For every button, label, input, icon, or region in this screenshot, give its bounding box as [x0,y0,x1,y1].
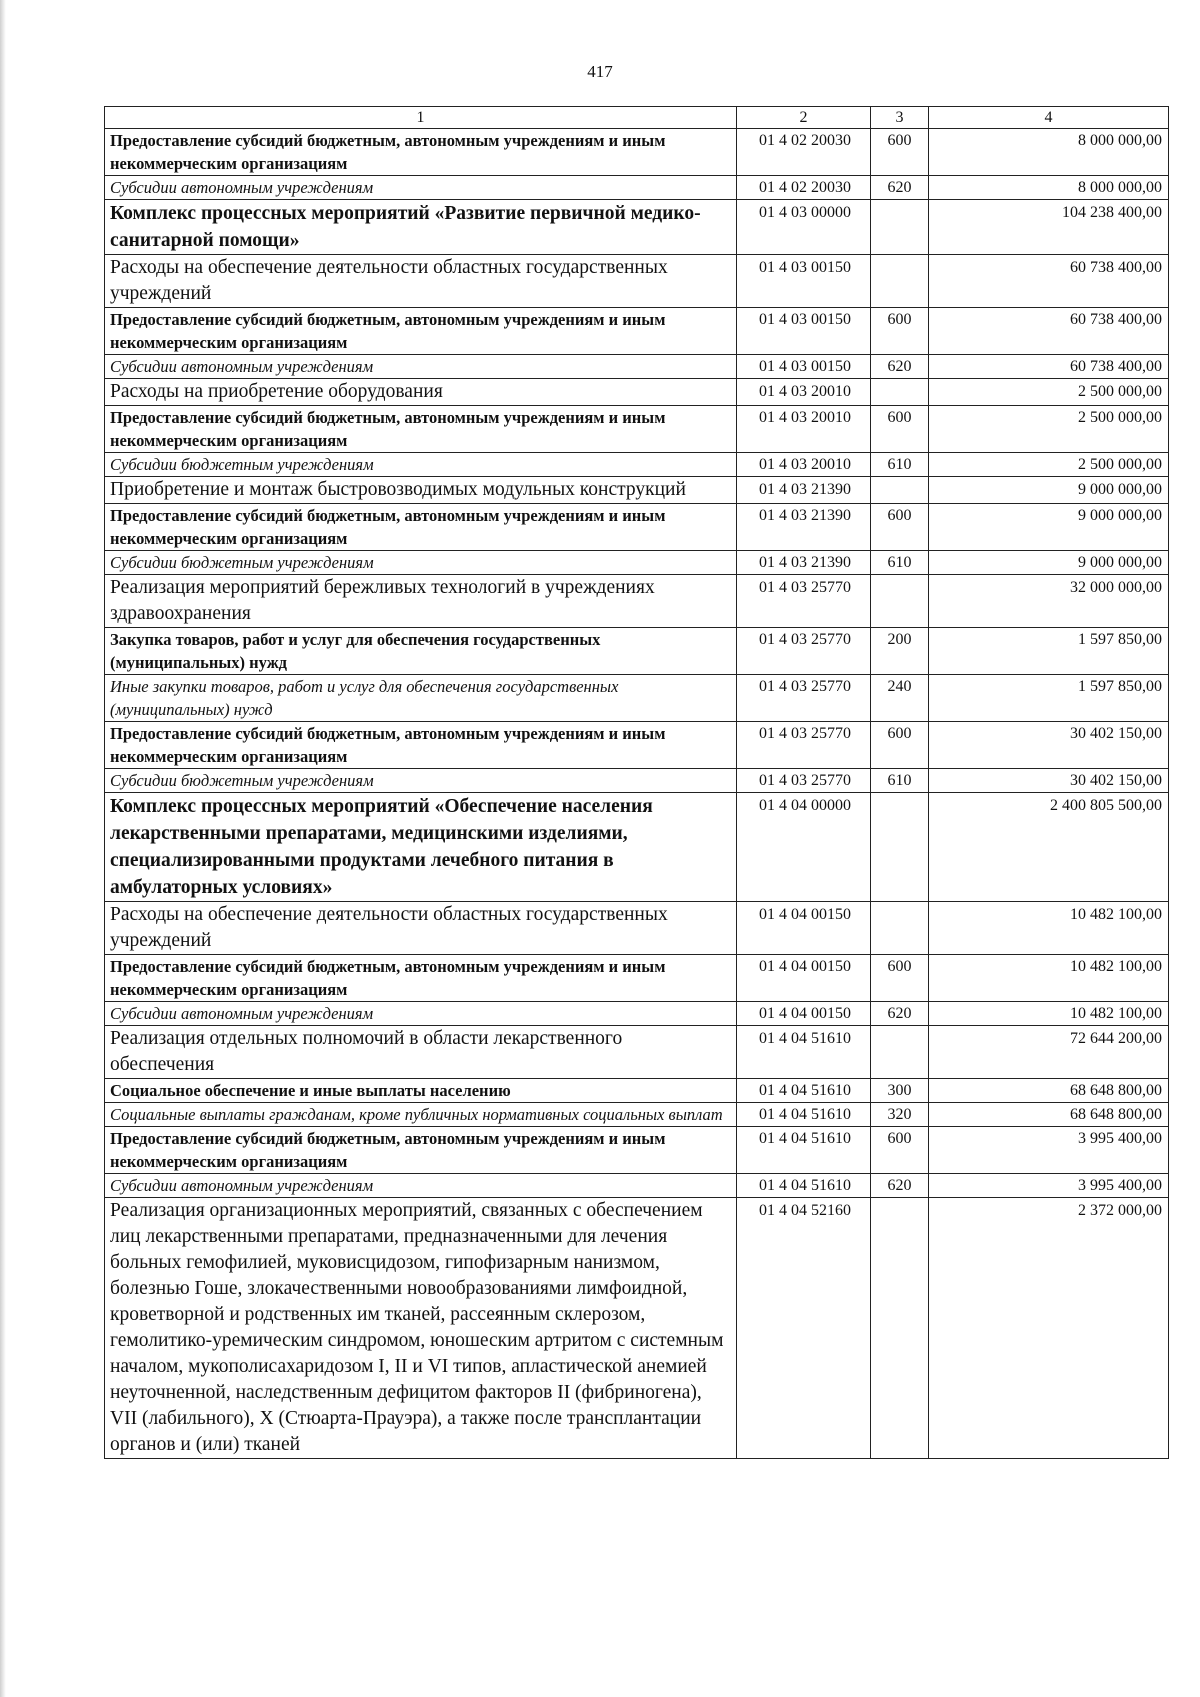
row-code-cell: 01 4 03 20010 [737,453,871,477]
table-row [105,1026,1169,1079]
row-name-cell: Расходы на обеспечение деятельности областных государственных учреждений [105,255,737,308]
row-code-cell: 01 4 03 21390 [737,551,871,575]
row-kind-cell [871,477,929,504]
row-sum-cell: 72 644 200,00 [929,1026,1169,1079]
row-name-cell: Закупка товаров, работ и услуг для обеспечения государственных (муниципальных) нужд [105,628,737,675]
table-body [105,107,1169,1459]
row-code-cell: 01 4 02 20030 [737,129,871,176]
table-header-row [105,107,1169,129]
row-name-cell: Субсидии бюджетным учреждениям [105,453,737,477]
row-code-cell: 01 4 03 25770 [737,722,871,769]
row-sum-cell: 2 500 000,00 [929,453,1169,477]
row-name-cell: Комплекс процессных мероприятий «Обеспечение населения лекарственными препаратами, медицинскими изделиями, специализированными продуктами лечебного питания в амбулаторных условиях» [105,793,737,902]
row-code-cell: 01 4 03 20010 [737,379,871,406]
row-kind-cell: 240 [871,675,929,722]
row-kind-cell: 610 [871,453,929,477]
row-kind-cell: 320 [871,1103,929,1127]
row-kind-cell [871,793,929,902]
row-code-cell: 01 4 04 51610 [737,1079,871,1103]
row-name-cell: Комплекс процессных мероприятий «Развитие первичной медико-санитарной помощи» [105,200,737,255]
row-code-cell: 01 4 03 00150 [737,355,871,379]
row-sum-cell: 9 000 000,00 [929,551,1169,575]
row-name-cell: Предоставление субсидий бюджетным, автономным учреждениям и иным некоммерческим организациям [105,129,737,176]
row-name-cell: Субсидии бюджетным учреждениям [105,769,737,793]
table-row [105,628,1169,675]
row-name-cell: Расходы на обеспечение деятельности областных государственных учреждений [105,902,737,955]
row-code-cell: 01 4 03 00150 [737,255,871,308]
column-header-1: 1 [105,107,737,129]
row-kind-cell: 620 [871,1002,929,1026]
row-name-cell: Реализация организационных мероприятий, связанных с обеспечением лиц лекарственными препаратами, предназначенными для лечения больных гемофилией, муковисцидозом, гипофизарным нанизмом, болезнью Гоше, злокачественными новообразованиями лимфоидной, кроветворной и родственных им тканей, рассеянным склерозом, гемолитико-уремическим синдромом, юношеским артритом с системным началом, мукополисахаридозом I, II и VI типов, апластической анемией неуточненной, наследственным дефицитом факторов II (фибриногена), VII (лабильного), X (Стюарта-Прауэра), а также после трансплантации органов и (или) тканей [105,1198,737,1459]
row-sum-cell: 8 000 000,00 [929,176,1169,200]
row-sum-cell: 2 500 000,00 [929,406,1169,453]
row-name-cell: Субсидии автономным учреждениям [105,176,737,200]
row-code-cell: 01 4 03 00150 [737,308,871,355]
row-code-cell: 01 4 04 51610 [737,1026,871,1079]
table-row [105,1127,1169,1174]
row-kind-cell: 600 [871,308,929,355]
row-name-cell: Реализация отдельных полномочий в области лекарственного обеспечения [105,1026,737,1079]
column-header-4: 4 [929,107,1169,129]
row-kind-cell [871,575,929,628]
row-sum-cell: 104 238 400,00 [929,200,1169,255]
row-name-cell: Социальное обеспечение и иные выплаты населению [105,1079,737,1103]
table-row [105,308,1169,355]
row-name-cell: Предоставление субсидий бюджетным, автономным учреждениям и иным некоммерческим организациям [105,308,737,355]
row-code-cell: 01 4 04 00150 [737,902,871,955]
table-row [105,1103,1169,1127]
row-code-cell: 01 4 03 25770 [737,628,871,675]
table-row [105,675,1169,722]
row-kind-cell: 610 [871,769,929,793]
row-kind-cell: 610 [871,551,929,575]
row-sum-cell: 9 000 000,00 [929,504,1169,551]
row-code-cell: 01 4 04 52160 [737,1198,871,1459]
table-row [105,769,1169,793]
row-kind-cell: 600 [871,955,929,1002]
table-row [105,551,1169,575]
row-sum-cell: 60 738 400,00 [929,355,1169,379]
row-name-cell: Предоставление субсидий бюджетным, автономным учреждениям и иным некоммерческим организациям [105,1127,737,1174]
row-code-cell: 01 4 04 51610 [737,1103,871,1127]
row-sum-cell: 10 482 100,00 [929,955,1169,1002]
table-row [105,129,1169,176]
row-code-cell: 01 4 03 25770 [737,675,871,722]
row-sum-cell: 9 000 000,00 [929,477,1169,504]
table-row [105,379,1169,406]
row-sum-cell: 30 402 150,00 [929,769,1169,793]
row-sum-cell: 68 648 800,00 [929,1103,1169,1127]
row-sum-cell: 1 597 850,00 [929,675,1169,722]
column-header-2: 2 [737,107,871,129]
row-kind-cell [871,379,929,406]
table-row [105,406,1169,453]
row-name-cell: Расходы на приобретение оборудования [105,379,737,406]
row-sum-cell: 30 402 150,00 [929,722,1169,769]
row-code-cell: 01 4 03 21390 [737,477,871,504]
row-code-cell: 01 4 02 20030 [737,176,871,200]
row-kind-cell: 600 [871,722,929,769]
row-sum-cell: 2 400 805 500,00 [929,793,1169,902]
column-header-3: 3 [871,107,929,129]
row-kind-cell [871,902,929,955]
row-sum-cell: 10 482 100,00 [929,902,1169,955]
scan-edge [0,0,6,1697]
row-name-cell: Социальные выплаты гражданам, кроме публичных нормативных социальных выплат [105,1103,737,1127]
row-code-cell: 01 4 03 25770 [737,769,871,793]
row-kind-cell: 600 [871,406,929,453]
row-sum-cell: 8 000 000,00 [929,129,1169,176]
row-code-cell: 01 4 04 00150 [737,1002,871,1026]
row-sum-cell: 32 000 000,00 [929,575,1169,628]
row-kind-cell [871,200,929,255]
table-row [105,1002,1169,1026]
table-row [105,504,1169,551]
table-row [105,477,1169,504]
row-code-cell: 01 4 04 51610 [737,1127,871,1174]
row-name-cell: Субсидии автономным учреждениям [105,1174,737,1198]
table-row [105,722,1169,769]
row-sum-cell: 3 995 400,00 [929,1174,1169,1198]
row-code-cell: 01 4 03 20010 [737,406,871,453]
row-code-cell: 01 4 03 25770 [737,575,871,628]
row-kind-cell: 620 [871,355,929,379]
table-row [105,453,1169,477]
row-kind-cell: 600 [871,1127,929,1174]
row-sum-cell: 2 500 000,00 [929,379,1169,406]
row-name-cell: Предоставление субсидий бюджетным, автономным учреждениям и иным некоммерческим организациям [105,955,737,1002]
row-name-cell: Реализация мероприятий бережливых технологий в учреждениях здравоохранения [105,575,737,628]
row-kind-cell: 300 [871,1079,929,1103]
page-number: 417 [587,62,613,81]
table-row [105,1079,1169,1103]
table-row [105,902,1169,955]
row-sum-cell: 10 482 100,00 [929,1002,1169,1026]
budget-table [104,106,1169,1459]
row-sum-cell: 1 597 850,00 [929,628,1169,675]
table-row [105,200,1169,255]
row-code-cell: 01 4 04 51610 [737,1174,871,1198]
row-name-cell: Предоставление субсидий бюджетным, автономным учреждениям и иным некоммерческим организациям [105,722,737,769]
table-row [105,355,1169,379]
table-row [105,1198,1169,1459]
row-code-cell: 01 4 04 00000 [737,793,871,902]
row-code-cell: 01 4 03 21390 [737,504,871,551]
row-name-cell: Предоставление субсидий бюджетным, автономным учреждениям и иным некоммерческим организациям [105,504,737,551]
row-kind-cell: 600 [871,504,929,551]
row-kind-cell [871,1026,929,1079]
table-row [105,255,1169,308]
row-sum-cell: 2 372 000,00 [929,1198,1169,1459]
row-sum-cell: 3 995 400,00 [929,1127,1169,1174]
table-row [105,1174,1169,1198]
row-sum-cell: 60 738 400,00 [929,308,1169,355]
row-name-cell: Предоставление субсидий бюджетным, автономным учреждениям и иным некоммерческим организациям [105,406,737,453]
row-kind-cell [871,255,929,308]
row-sum-cell: 60 738 400,00 [929,255,1169,308]
row-name-cell: Субсидии автономным учреждениям [105,355,737,379]
row-kind-cell: 200 [871,628,929,675]
row-name-cell: Субсидии автономным учреждениям [105,1002,737,1026]
row-name-cell: Иные закупки товаров, работ и услуг для обеспечения государственных (муниципальных) нужд [105,675,737,722]
row-kind-cell: 600 [871,129,929,176]
row-name-cell: Приобретение и монтаж быстровозводимых модульных конструкций [105,477,737,504]
table-row [105,955,1169,1002]
row-code-cell: 01 4 03 00000 [737,200,871,255]
table-row [105,575,1169,628]
table-row [105,176,1169,200]
row-kind-cell: 620 [871,1174,929,1198]
row-code-cell: 01 4 04 00150 [737,955,871,1002]
row-kind-cell: 620 [871,176,929,200]
row-sum-cell: 68 648 800,00 [929,1079,1169,1103]
table-row [105,793,1169,902]
row-name-cell: Субсидии бюджетным учреждениям [105,551,737,575]
row-kind-cell [871,1198,929,1459]
